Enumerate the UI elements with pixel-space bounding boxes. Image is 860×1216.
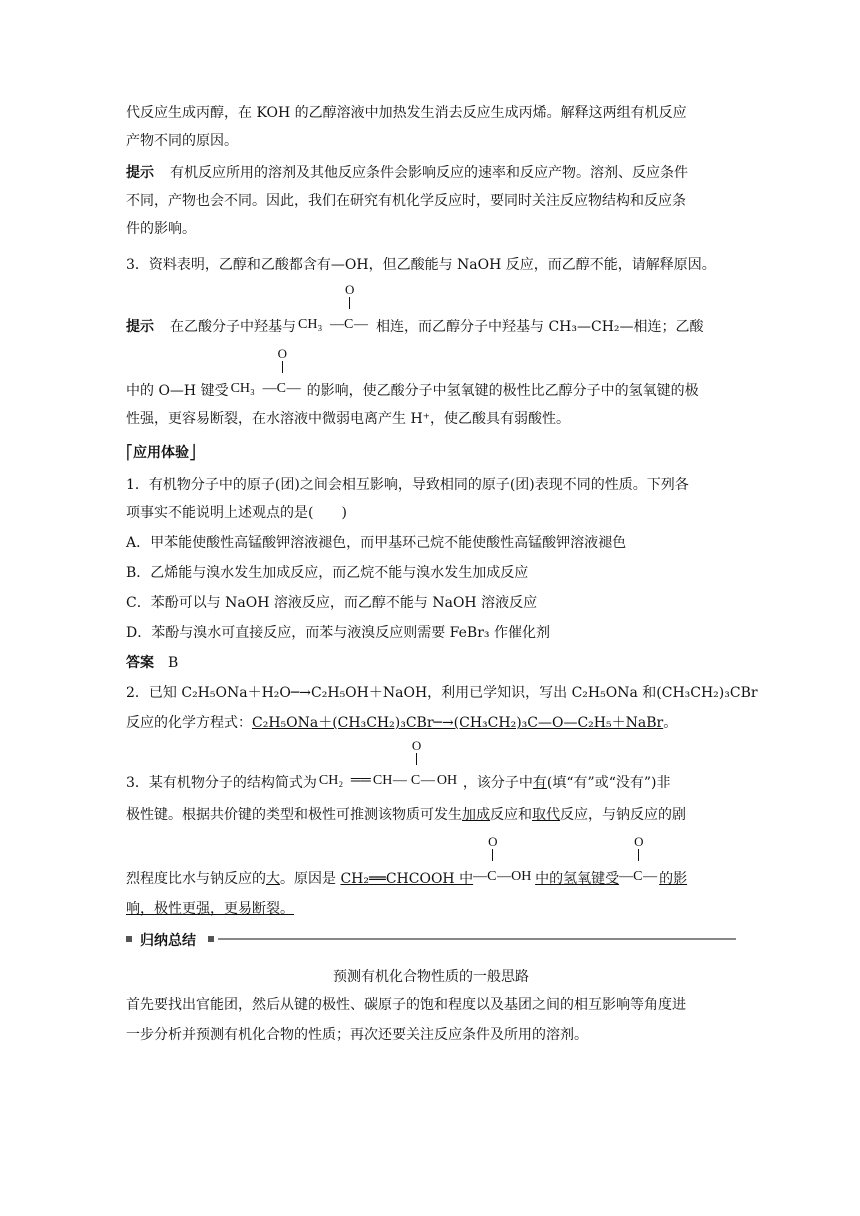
summary-header <box>126 930 736 948</box>
carboxyl-structure-formula: — C — OH O <box>473 834 532 884</box>
blank-answer: 加成 <box>462 807 490 823</box>
question-2-stem: 2．已知 C₂H₅ONa＋H₂O─→C₂H₅OH＋NaOH，利用已学知识，写出 C₂H₅ONa 和(CH₃CH₂)₃CBr <box>126 685 758 701</box>
question-3-stem: 3．某有机物分子的结构简式为 CH₂ ══ CH — C — OH O ，该分子中有(填“有”或“没有”)非 <box>126 738 671 791</box>
acetyl-structure-formula: CH₃ — C — O <box>230 346 301 396</box>
question-3-stem: 极性键。根据共价键的类型和极性可推测该物质可发生加成反应和取代反应，与钠反应的剧 <box>126 807 686 823</box>
question-1-stem: 项事实不能说明上述观点的是( ) <box>126 505 347 521</box>
text-line: 在乙酸分子中羟基与 <box>170 319 296 335</box>
option-c: C．苯酚可以与 NaOH 溶液反应，而乙醇不能与 NaOH 溶液反应 <box>126 595 538 611</box>
text-line: 不同，产物也会不同。因此，我们在研究有机化学反应时，要同时关注反应物结构和反应条 <box>126 193 686 209</box>
text-line: 中的 O—H 键受 CH₃ — C — O 的影响，使乙酸分子中氢氧键的极性比乙醇分子中的氢氧键的极 <box>126 346 699 399</box>
answer-value: B <box>168 655 179 671</box>
summary-label: 归纳总结 <box>140 933 196 949</box>
answer-line <box>126 654 736 672</box>
blank-answer: CH₂══CHCOOH 中 — C — OH O 中的氢氧键受 — C — O 的影 <box>340 834 688 887</box>
text-line: 件的影响。 <box>126 221 196 237</box>
divider <box>218 938 736 940</box>
square-bullet-icon <box>126 936 132 942</box>
question-2-answer-line: 反应的化学方程式：C₂H₅ONa＋(CH₃CH₂)₃CBr─→(CH₃CH₂)₃C—O—C₂H₅＋NaBr。 <box>126 715 678 731</box>
question-3-stem: 烈程度比水与钠反应的大。原因是 CH₂══CHCOOH 中 — C — OH O 中的氢氧键受 — C — O 的影 <box>126 834 688 887</box>
hint-label: 提示 <box>126 165 154 181</box>
question-3-text: 3．资料表明，乙醇和乙酸都含有—OH，但乙酸能与 NaOH 反应，而乙醇不能，请解释原因。 <box>126 257 716 273</box>
text-line: 相连，而乙醇分子中羟基与 CH₃—CH₂—相连；乙酸 <box>376 319 704 335</box>
text-line: 产物不同的原因。 <box>126 133 238 149</box>
question-1-stem: 1．有机物分子中的原子(团)之间会相互影响，导致相同的原子(团)表现不同的性质。下列各 <box>126 477 689 493</box>
blank-answer: 取代 <box>532 807 560 823</box>
blank-answer: 大 <box>266 871 280 887</box>
acrylic-acid-structure-formula: CH₂ ══ CH — C — OH O <box>318 738 458 788</box>
option-a: A．甲苯能使酸性高锰酸钾溶液褪色，而甲基环己烷不能使酸性高锰酸钾溶液褪色 <box>126 535 627 551</box>
hint-paragraph <box>126 164 736 182</box>
summary-title: 预测有机化合物性质的一般思路 <box>333 969 529 985</box>
question-3-stem: 响，极性更强，更易断裂。 <box>126 901 294 917</box>
equation-answer: C₂H₅ONa＋(CH₃CH₂)₃CBr─→(CH₃CH₂)₃C—O—C₂H₅＋NaBr <box>252 715 664 731</box>
option-d: D．苯酚与溴水可直接反应，而苯与液溴反应则需要 FeBr₃ 作催化剂 <box>126 625 550 641</box>
blank-answer: 有 <box>532 775 547 791</box>
hint-label: 提示 <box>126 319 154 335</box>
hint-paragraph <box>126 282 736 337</box>
text-line: 代反应生成丙醇，在 KOH 的乙醇溶液中加热发生消去反应生成丙烯。解释这两组有机反应 <box>126 105 687 121</box>
square-bullet-icon <box>208 936 214 942</box>
text-line: 有机反应所用的溶剂及其他反应条件会影响反应的速率和反应产物。溶剂、反应条件 <box>170 165 688 181</box>
section-title: ⎡应用体验⎦ <box>126 445 196 461</box>
option-b: B．乙烯能与溴水发生加成反应，而乙烷不能与溴水发生加成反应 <box>126 565 529 581</box>
carbonyl-structure-formula: — C — O <box>619 834 658 884</box>
summary-text: 首先要找出官能团，然后从键的极性、碳原子的饱和程度以及基团之间的相互影响等角度进 <box>126 997 686 1013</box>
answer-label: 答案 <box>126 655 154 671</box>
text-line: 性强，更容易断裂，在水溶液中微弱电离产生 H⁺，使乙酸具有弱酸性。 <box>126 411 571 427</box>
summary-text: 一步分析并预测有机化合物的性质；再次还要关注反应条件及所用的溶剂。 <box>126 1027 588 1043</box>
acetyl-structure-formula: CH₃ — C — O <box>298 282 368 332</box>
